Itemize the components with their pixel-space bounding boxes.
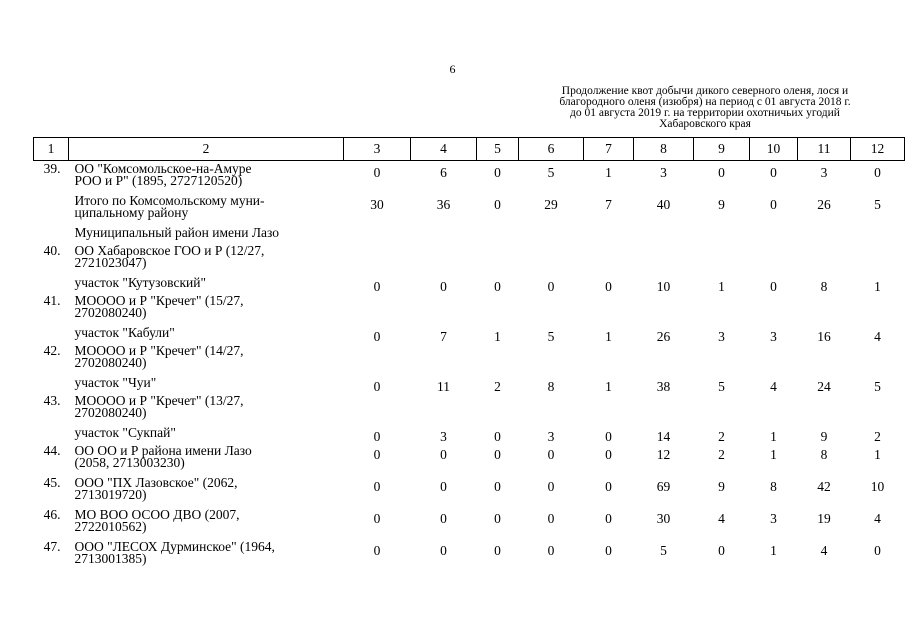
table-row [34, 325, 905, 343]
row-name-line: МОООО и Р "Кречет" (13/27, [74, 393, 244, 408]
cell-value: 9 [718, 197, 725, 212]
row-name-line: 2722010562) [74, 519, 147, 534]
cell-value: 0 [494, 429, 501, 444]
cell-value: 10 [656, 279, 671, 294]
cell-value: 6 [440, 165, 447, 180]
cell-value: 69 [656, 479, 671, 494]
cell-value [798, 225, 851, 243]
cell-value [477, 243, 519, 275]
cell-value [584, 343, 634, 375]
cell-value [519, 393, 584, 425]
row-name [69, 325, 344, 343]
cell-value: 8 [770, 479, 777, 494]
row-name-line: 2702080240) [74, 405, 147, 420]
row-name-line: ООО "ЛЕСОХ Дурминское" (1964, [74, 539, 275, 554]
cell-value: 0 [770, 279, 777, 294]
column-header: 6 [519, 138, 584, 161]
row-name-line: ципальному району [74, 205, 189, 220]
cell-value: 0 [373, 511, 381, 526]
cell-value: 1 [874, 279, 881, 294]
row-name-line: 2702080240) [74, 305, 147, 320]
cell-value [344, 293, 411, 325]
cell-value [851, 225, 905, 243]
row-name-line: Итого по Комсомольскому муни- [74, 193, 265, 208]
cell-value: 19 [817, 511, 831, 526]
cell-value: 0 [874, 543, 881, 558]
cell-value: 5 [874, 197, 881, 212]
column-header: 2 [69, 138, 344, 161]
cell-value [694, 293, 750, 325]
row-number: 39. [43, 161, 61, 176]
cell-value [519, 243, 584, 275]
cell-value [584, 225, 634, 243]
cell-value [477, 225, 519, 243]
cell-value [344, 393, 411, 425]
cell-value [750, 293, 798, 325]
row-number [34, 375, 69, 393]
cell-value [851, 293, 905, 325]
cell-value: 0 [440, 279, 447, 294]
cell-value: 1 [494, 329, 501, 344]
cell-value: 3 [660, 165, 667, 180]
cell-value: 0 [373, 329, 381, 344]
column-header: 3 [344, 138, 411, 161]
cell-value [411, 225, 477, 243]
cell-value: 1 [605, 165, 612, 180]
cell-value [851, 343, 905, 375]
row-number [34, 193, 69, 225]
cell-value: 0 [605, 543, 612, 558]
cell-value [798, 343, 851, 375]
cell-value: 8 [820, 447, 828, 462]
cell-value: 9 [820, 429, 828, 444]
cell-value [694, 393, 750, 425]
row-name-line: ОО "Комсомольское-на-Амуре [74, 161, 252, 176]
column-header: 12 [851, 138, 905, 161]
table-row [34, 393, 905, 425]
cell-value [634, 343, 694, 375]
cell-value: 2 [874, 429, 881, 444]
cell-value: 1 [718, 279, 725, 294]
cell-value [477, 343, 519, 375]
cell-value: 0 [440, 511, 447, 526]
cell-value: 0 [547, 279, 555, 294]
table-body [34, 161, 905, 572]
row-number: 40. [43, 243, 61, 258]
cell-value: 30 [656, 511, 671, 526]
cell-value [851, 243, 905, 275]
cell-value: 1 [770, 447, 777, 462]
cell-value: 3 [820, 165, 828, 180]
row-number: 42. [43, 343, 61, 358]
row-name-line: МОООО и Р "Кречет" (14/27, [74, 343, 244, 358]
cell-value: 0 [770, 165, 777, 180]
cell-value: 8 [547, 379, 555, 394]
cell-value: 29 [544, 197, 558, 212]
cell-value [344, 243, 411, 275]
cell-value [411, 293, 477, 325]
cell-value: 0 [605, 479, 612, 494]
cell-value: 42 [817, 479, 831, 494]
cell-value [798, 243, 851, 275]
cell-value: 0 [547, 447, 555, 462]
cell-value [411, 243, 477, 275]
cell-value: 0 [373, 279, 381, 294]
cell-value [694, 343, 750, 375]
cell-value: 40 [656, 197, 671, 212]
cell-value [750, 243, 798, 275]
cell-value: 5 [660, 543, 667, 558]
table-row [34, 475, 905, 507]
table-row [34, 225, 905, 243]
row-name [69, 293, 344, 325]
row-name-line: участок "Сукпай" [74, 425, 176, 440]
cell-value: 0 [494, 479, 501, 494]
cell-value: 1 [770, 429, 777, 444]
row-name-line: ООО "ПХ Лазовское" (2062, [74, 475, 238, 490]
page-number: 6 [449, 62, 456, 76]
row-name-line: 2713001385) [74, 551, 147, 566]
cell-value: 1 [605, 329, 612, 344]
cell-value: 0 [874, 165, 881, 180]
row-name-line: участок "Кутузовский" [74, 275, 206, 290]
cell-value: 4 [820, 543, 828, 558]
row-name-line: (2058, 2713003230) [74, 455, 185, 470]
cell-value: 3 [718, 329, 725, 344]
table-row [34, 275, 905, 293]
table-row [34, 443, 905, 475]
cell-value [634, 225, 694, 243]
cell-value [694, 243, 750, 275]
column-header: 7 [584, 138, 634, 161]
row-name-line: РОО и Р" (1895, 2727120520) [74, 173, 243, 188]
column-header: 8 [634, 138, 694, 161]
row-number: 44. [43, 443, 61, 458]
row-name [69, 539, 344, 571]
row-name-line: МОООО и Р "Кречет" (15/27, [74, 293, 244, 308]
row-name [69, 393, 344, 425]
cell-value: 0 [605, 511, 612, 526]
cell-value: 0 [605, 279, 612, 294]
row-name [69, 443, 344, 475]
cell-value: 0 [605, 429, 612, 444]
cell-value: 3 [770, 329, 777, 344]
cell-value [344, 343, 411, 375]
cell-value [519, 293, 584, 325]
row-name-line: участок "Чуи" [74, 375, 157, 390]
cell-value: 0 [547, 479, 555, 494]
row-number: 41. [43, 293, 61, 308]
cell-value: 24 [817, 379, 831, 394]
column-header: 4 [411, 138, 477, 161]
cell-value: 0 [494, 279, 501, 294]
row-name-line: 2713019720) [74, 487, 147, 502]
cell-value: 30 [370, 197, 384, 212]
table-row [34, 375, 905, 393]
cell-value: 4 [874, 329, 881, 344]
row-number: 46. [43, 507, 61, 522]
heading-line: до 01 августа 2019 г. на территории охотничьих угодий [570, 107, 840, 119]
cell-value [798, 293, 851, 325]
cell-value: 1 [605, 379, 612, 394]
row-name [69, 243, 344, 275]
cell-value [411, 343, 477, 375]
cell-value: 2 [718, 429, 725, 444]
cell-value: 0 [718, 543, 725, 558]
cell-value [750, 343, 798, 375]
row-number [34, 275, 69, 293]
cell-value: 0 [373, 429, 381, 444]
header-row [34, 138, 905, 161]
cell-value: 26 [817, 197, 831, 212]
cell-value: 2 [718, 447, 725, 462]
cell-value: 3 [770, 511, 777, 526]
row-name-line: ОО ОО и Р района имени Лазо [74, 443, 252, 458]
cell-value [634, 293, 694, 325]
row-name [69, 375, 344, 393]
cell-value: 8 [820, 279, 828, 294]
cell-value: 5 [547, 165, 555, 180]
cell-value: 0 [605, 447, 612, 462]
cell-value: 0 [770, 197, 777, 212]
cell-value [750, 393, 798, 425]
cell-value [411, 393, 477, 425]
cell-value: 5 [547, 329, 555, 344]
cell-value: 0 [494, 447, 501, 462]
column-header: 5 [477, 138, 519, 161]
cell-value [344, 225, 411, 243]
row-number: 43. [43, 393, 61, 408]
table-row [34, 507, 905, 539]
cell-value [584, 243, 634, 275]
row-name [69, 193, 344, 225]
table-row [34, 243, 905, 275]
heading-line: Хабаровского края [659, 118, 751, 130]
cell-value: 11 [437, 379, 450, 394]
cell-value: 5 [874, 379, 881, 394]
column-header: 9 [694, 138, 750, 161]
cell-value: 0 [494, 197, 501, 212]
cell-value [798, 393, 851, 425]
table-row [34, 293, 905, 325]
cell-value [634, 243, 694, 275]
cell-value: 7 [605, 197, 612, 212]
cell-value: 4 [718, 511, 725, 526]
table-row [34, 161, 905, 194]
cell-value: 3 [440, 429, 447, 444]
cell-value: 38 [656, 379, 671, 394]
cell-value: 0 [440, 543, 447, 558]
cell-value: 4 [770, 379, 777, 394]
cell-value: 0 [373, 447, 381, 462]
quota-table [33, 137, 905, 571]
row-name [69, 507, 344, 539]
cell-value: 5 [718, 379, 725, 394]
cell-value: 7 [440, 329, 447, 344]
cell-value: 36 [436, 197, 451, 212]
row-name [69, 275, 344, 293]
cell-value [584, 393, 634, 425]
row-name [69, 343, 344, 375]
row-name-line: участок "Кабули" [74, 325, 175, 340]
row-name [69, 475, 344, 507]
cell-value: 0 [494, 511, 501, 526]
row-name-line: Муниципальный район имени Лазо [74, 225, 279, 240]
cell-value: 0 [373, 165, 381, 180]
row-name [69, 161, 344, 194]
cell-value: 1 [874, 447, 881, 462]
cell-value: 26 [656, 329, 671, 344]
row-name-line: ОО Хабаровское ГОО и Р (12/27, [74, 243, 265, 258]
cell-value [694, 225, 750, 243]
cell-value [519, 225, 584, 243]
cell-value: 9 [718, 479, 725, 494]
cell-value: 12 [656, 447, 671, 462]
cell-value [750, 225, 798, 243]
cell-value: 16 [817, 329, 831, 344]
row-name [69, 425, 344, 443]
cell-value: 0 [373, 543, 381, 558]
table-heading [520, 86, 890, 130]
cell-value: 0 [494, 165, 501, 180]
cell-value: 1 [770, 543, 777, 558]
row-name-line: 2721023047) [74, 255, 147, 270]
cell-value: 0 [494, 543, 501, 558]
row-number: 47. [43, 539, 61, 554]
column-header: 1 [34, 138, 69, 161]
row-number [34, 325, 69, 343]
cell-value: 10 [870, 479, 885, 494]
row-name [69, 225, 344, 243]
row-name-line: 2702080240) [74, 355, 147, 370]
cell-value: 0 [718, 165, 725, 180]
row-number [34, 425, 69, 443]
cell-value: 0 [440, 479, 447, 494]
cell-value: 4 [874, 511, 881, 526]
heading-line: благородного оленя (изюбря) на период с 01 августа 2018 г. [559, 96, 851, 108]
cell-value: 0 [373, 379, 381, 394]
table-row [34, 193, 905, 225]
cell-value: 3 [547, 429, 555, 444]
row-number: 45. [43, 475, 61, 490]
heading-line: Продолжение квот добычи дикого северного оленя, лося и [561, 85, 849, 97]
cell-value [477, 393, 519, 425]
cell-value: 2 [494, 379, 501, 394]
cell-value [519, 343, 584, 375]
cell-value: 0 [547, 511, 555, 526]
row-number [34, 225, 69, 243]
cell-value [851, 393, 905, 425]
cell-value: 14 [656, 429, 671, 444]
cell-value [584, 293, 634, 325]
table-row [34, 425, 905, 443]
cell-value: 0 [440, 447, 447, 462]
cell-value [634, 393, 694, 425]
column-header: 11 [798, 138, 851, 161]
cell-value: 0 [373, 479, 381, 494]
cell-value: 0 [547, 543, 555, 558]
cell-value [477, 293, 519, 325]
table-row [34, 343, 905, 375]
table-row [34, 539, 905, 571]
row-name-line: МО ВОО ОСОО ДВО (2007, [74, 507, 240, 522]
column-header: 10 [750, 138, 798, 161]
